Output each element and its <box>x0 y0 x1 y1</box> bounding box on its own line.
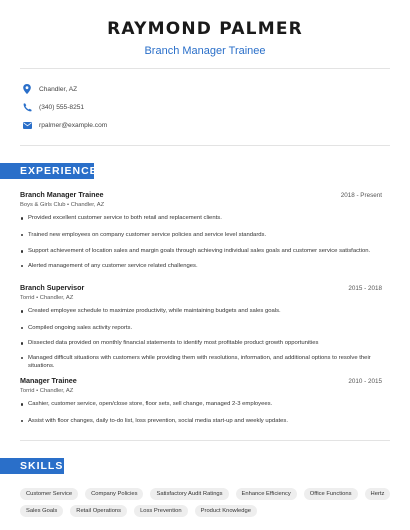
map-pin-icon <box>22 84 32 94</box>
job-title: Branch Manager Trainee <box>20 190 104 199</box>
job-company-line: Torrid • Chandler, AZ <box>20 388 74 394</box>
job-bullet: Provided excellent customer service to both retail and replacement clients. <box>20 214 382 223</box>
contact-location <box>22 80 107 98</box>
experience-heading-text: EXPERIENCE <box>20 165 98 177</box>
job-dates: 2015 - 2018 <box>348 285 382 292</box>
job-entry <box>20 190 382 270</box>
contact-phone <box>22 98 107 116</box>
skills-heading-text: SKILLS <box>20 460 64 472</box>
experience-divider <box>20 440 390 441</box>
header-divider <box>20 68 390 69</box>
job-company: Torrid <box>20 388 35 394</box>
job-bullet: Compiled ongoing sales activity reports. <box>20 324 382 333</box>
job-entry <box>20 376 382 425</box>
job-dates: 2018 - Present <box>340 192 382 199</box>
skill-chip: Product Knowledge <box>195 505 257 517</box>
skill-chip: Hertz <box>365 488 391 500</box>
skill-chip: Sales Goals <box>20 505 63 517</box>
candidate-role: Branch Manager Trainee <box>144 45 266 57</box>
job-location: Chandler, AZ <box>39 295 74 301</box>
job-bullets <box>20 307 382 371</box>
job-company-line: Boys & Girls Club • Chandler, AZ <box>20 202 105 208</box>
job-location: Chandler, AZ <box>39 388 74 394</box>
job-company-line: Torrid • Chandler, AZ <box>20 295 74 301</box>
job-bullet: Trained new employees on company customer service policies and service level standards. <box>20 231 382 240</box>
job-dates: 2010 - 2015 <box>348 378 382 385</box>
candidate-name: RAYMOND PALMER <box>107 19 303 39</box>
resume-header <box>0 0 410 58</box>
skills-heading <box>0 458 64 474</box>
job-bullet: Alerted management of any customer service related challenges. <box>20 262 382 271</box>
skill-chip: Customer Service <box>20 488 78 500</box>
job-entry <box>20 283 382 371</box>
phone-icon <box>22 102 32 112</box>
skill-chip: Loss Prevention <box>134 505 188 517</box>
contact-email[interactable] <box>22 116 107 134</box>
job-company: Boys & Girls Club <box>20 202 66 208</box>
job-title: Manager Trainee <box>20 376 77 385</box>
skills-row <box>20 488 390 500</box>
job-bullet: Cashier, customer service, open/close store, floor sets, sell change, managed 2-3 employees. <box>20 400 382 409</box>
envelope-icon <box>22 120 32 130</box>
skill-chip: Enhance Efficiency <box>236 488 297 500</box>
skill-chip: Satisfactory Audit Ratings <box>150 488 228 500</box>
skills-row <box>20 505 390 517</box>
contact-block <box>22 80 107 134</box>
job-title: Branch Supervisor <box>20 283 85 292</box>
skill-chip: Office Functions <box>304 488 358 500</box>
job-bullet: Assist with floor changes, daily to-do list, loss prevention, social media start-up and weekly updates. <box>20 417 382 426</box>
skill-chip: Retail Operations <box>70 505 127 517</box>
location-text: Chandler, AZ <box>39 85 78 93</box>
phone-text: (340) 555-8251 <box>39 103 85 111</box>
job-bullet: Support achievement of location sales and margin goals through achieving individual sales goals and customer service satisfaction. <box>20 247 382 256</box>
job-bullet: Dissected data provided on monthly financial statements to identify most profitable product growth opportunities <box>20 339 382 348</box>
job-bullet: Managed difficult situations with customers while providing them with resolutions, information, and additional options to resolve their situations. <box>20 354 382 371</box>
skills-list <box>20 488 390 517</box>
experience-heading <box>0 163 98 179</box>
job-location: Chandler, AZ <box>70 202 105 208</box>
job-bullets <box>20 214 382 270</box>
skill-chip: Company Policies <box>85 488 143 500</box>
job-bullet: Created employee schedule to maximize productivity, while maintaining budgets and sales goals. <box>20 307 382 316</box>
job-company: Torrid <box>20 295 35 301</box>
contact-divider <box>20 145 390 146</box>
email-link[interactable]: rpalmer@example.com <box>39 121 108 129</box>
job-bullets <box>20 400 382 425</box>
